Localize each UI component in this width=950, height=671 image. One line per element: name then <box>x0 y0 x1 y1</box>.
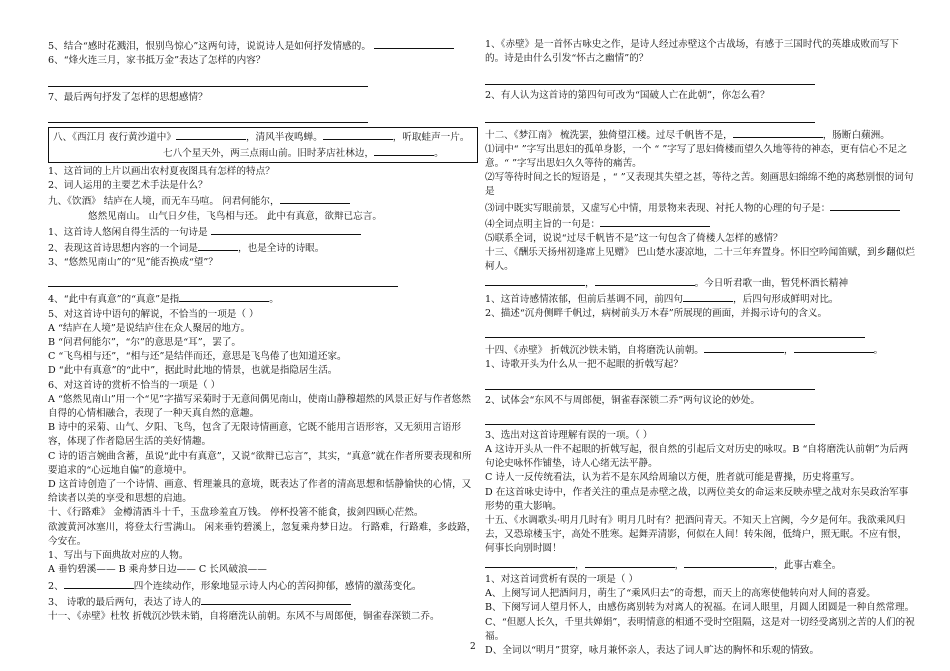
answer-blank[interactable] <box>64 578 134 589</box>
poem-line: 十三、《酬乐天扬州初逢席上见赠》 巴山楚水凄凉地，二十三年弃置身。怀旧空吟闻笛赋，到乡翻似烂柯人。 <box>485 247 915 273</box>
option-d[interactable]: D 这首诗创造了一个诗情、画意、哲理兼具的意境，既表达了作者的清高思想和恬静愉快的心情，又给读者以美的享受和思想的启迪。 <box>48 479 472 505</box>
punctuation: 。 <box>434 147 444 159</box>
option-a[interactable]: A、上阕写词人把酒问月，萌生了“乘风归去”的奇想，而天上的高寒使他转向对人间的喜爱。 <box>485 588 876 600</box>
poem-line: 十五、《水调歌头·明月几时有》明月几时有？把酒问青天。不知天上宫阙，今夕是何年。我欲乘风归去，又恐琼楼玉宇，高处不胜寒。起舞弄清影，何似在人间！转朱阁，低绮户，照无眠。不应有恨，何事长向别时圆！ <box>485 515 908 555</box>
question-text: 3、 诗歌的最后两句，表达了诗人的 <box>48 596 202 608</box>
question-text: 1、这首诗感情浓郁，但前后基调不同，前四句 <box>485 293 683 305</box>
answer-line[interactable] <box>485 329 865 338</box>
answer-blank[interactable] <box>176 129 246 140</box>
option-a[interactable]: A “结庐在人境”是说结庐住在众人聚居的地方。 <box>48 322 251 334</box>
punctuation: ， <box>783 345 794 357</box>
question-text: ，也是全诗的诗眼。 <box>238 243 325 255</box>
question-text: ⑴词中“ ”字写出思妇的孤单身影，一个 “ ”字写了思妇倚楼而望久久地等待的神态，更有信心不足之意。“ ”字写出思妇久久等待的痛苦。 <box>485 143 908 170</box>
left-column <box>48 38 478 624</box>
answer-blank[interactable] <box>733 127 823 138</box>
option-c[interactable]: C “飞鸟相与还”，“相与还”是结伴而还，意思是飞鸟倦了也知道还家。 <box>48 351 347 363</box>
question-text: 1、这首词的上片以画出农村夏夜图具有怎样的特点？ <box>48 166 275 178</box>
question-text: ⑵写等待时间之长的短语是 ，“ ”又表现其失望之甚，等待之苦。刻画思妇绵绵不绝的离愁别恨的词句是 <box>485 172 914 198</box>
answer-blank[interactable] <box>684 557 774 568</box>
question-text: 2、表现这首诗思想内容的一个词是 <box>48 243 199 255</box>
question-text: ⑷全词点明主旨的一句是： <box>485 218 601 230</box>
option-b[interactable]: B “问君何能尔”，“尔”的意思是“耳”，罢了。 <box>48 337 242 349</box>
answer-blank[interactable] <box>600 216 710 227</box>
question-text: 2、试体会“东风不与周郎便，铜雀春深锁二乔”两句议论的妙处。 <box>485 394 760 406</box>
answer-blank[interactable] <box>179 291 269 302</box>
answer-blank[interactable] <box>374 145 434 156</box>
question-text: 5、结合“感时花溅泪，恨别鸟惊心”这两句诗，说说诗人是如何抒发情感的。 <box>48 41 371 52</box>
answer-line[interactable] <box>485 416 815 425</box>
option-d[interactable]: D、全词以“明月”贯穿，咏月兼怀亲人，表达了词人旷达的胸怀和乐观的情致。 <box>485 644 820 656</box>
poem-box <box>48 127 478 163</box>
answer-line[interactable] <box>48 114 368 123</box>
question-text: ⑸联系全词，说说“过尽千帆皆不是”这一句包含了倚楼人怎样的感情？ <box>485 233 783 245</box>
answer-blank[interactable] <box>280 193 350 204</box>
question-number: 2、 <box>48 580 64 592</box>
page-number: 2 <box>470 642 476 652</box>
question-text: 1、这首诗人悠闲自得生活的一句诗是 <box>48 226 208 238</box>
poem-line: ，听取蛙声一片。 <box>392 131 470 143</box>
poem-line: 十四、《赤壁》 折戟沉沙铁未销，自将磨洗认前朝。 <box>485 345 704 357</box>
question-text: 2、描述“沉舟侧畔千帆过，病树前头万木春”所展现的画面，并揭示诗句的含义。 <box>485 308 828 320</box>
answer-line[interactable] <box>48 278 398 287</box>
question-text: 四个连续动作，形象地显示诗人内心的苦闷抑郁，感情的激荡变化。 <box>133 580 422 592</box>
question-text: 2、有人认为这首诗的第四句可改为“国破人亡在此朝”，你怎么看？ <box>485 90 770 102</box>
answer-line[interactable] <box>48 78 368 87</box>
answer-blank[interactable] <box>683 291 733 302</box>
answer-blank[interactable] <box>198 240 238 251</box>
answer-blank[interactable] <box>485 557 575 568</box>
answer-options[interactable]: A 垂钓碧溪—— B 乘舟梦日边—— C 长风破浪—— <box>48 564 267 576</box>
poem-line: 。今日听君歌一曲，暂凭杯酒长精神 <box>694 277 849 289</box>
answer-blank[interactable] <box>595 275 695 286</box>
answer-blank[interactable] <box>704 342 784 353</box>
option-c[interactable]: C 诗的语言婉曲含蓄，虽说“此中有真意”，又说“欲辩已忘言”，其实，“真意”就在作者所要表现和所要追求的“心远地自偏”的意境中。 <box>48 450 472 476</box>
answer-blank[interactable] <box>374 38 454 49</box>
answer-line[interactable] <box>485 76 815 85</box>
question-text: 7、最后两句抒发了怎样的思想感情？ <box>48 92 208 104</box>
option-b[interactable]: B、下阕写词人望月怀人，由感伤离别转为对离人的祝福。在词人眼里，月圆人团圆是一种自然常理。 <box>485 602 915 614</box>
poem-line: 悠然见南山。 山气日夕佳，飞鸟相与还。 此中有真意，欲辩已忘言。 <box>88 210 382 222</box>
answer-blank[interactable] <box>323 129 393 140</box>
poem-line: ，肠断白蘋洲。 <box>822 129 890 141</box>
question-text: ⑶词中既实写眼前景，又虚写心中情，用景物来表现、衬托人物的心理的句子是： <box>485 202 831 214</box>
answer-blank[interactable] <box>830 200 900 211</box>
question-text: 1、诗歌开头为什么从一把不起眼的折戟写起？ <box>485 359 683 371</box>
question-text: ，后四句形成鲜明对比。 <box>732 293 839 305</box>
answer-line[interactable] <box>485 381 815 390</box>
question-text: 3、“悠然见南山”的“见”能否换成“望”？ <box>48 257 218 269</box>
question-text: 4、“此中有真意”的“真意”是指 <box>48 294 180 306</box>
question-text: 2、词人运用的主要艺术手法是什么？ <box>48 180 208 192</box>
option-c[interactable]: C、“但愿人长久，千里共婵娟”，表明情意的相通不受时空阻隔，这是对一切经受离别之苦的人们的祝福。 <box>485 616 915 642</box>
poem-line: 欲渡黄河冰塞川，将登太行雪满山。 闲来垂钓碧溪上，忽复乘舟梦日边。 行路难，行路难，多歧路，今安在。 <box>48 521 477 547</box>
poem-line: 七八个星天外，两三点雨山前。旧时茅店社林边， <box>163 147 375 159</box>
punctuation: ， <box>575 559 585 571</box>
question-text: 1、对这首词赏析有误的一项是（ ） <box>485 573 639 585</box>
question-text: 6、对这首诗的赏析不恰当的一项是（ ） <box>48 379 221 391</box>
option-b[interactable]: B 诗中的采菊、山气、夕阳、飞鸟，包含了无限诗情画意，它既不能用言语形容，又无须用言语形容，体现了作者隐居生活的美好情趣。 <box>48 422 462 448</box>
poem-line: 十一、《赤壁》杜牧 折戟沉沙铁未销，自将磨洗认前朝。东风不与周郎便，铜雀春深锁二乔。 <box>48 610 440 622</box>
question-text: 6、“烽火连三月，家书抵万金”表达了怎样的内容？ <box>48 55 266 67</box>
poem-line: 十二、《梦江南》 梳洗罢，独倚望江楼。过尽千帆皆不是， <box>485 129 733 141</box>
poem-line: 十、《行路难》 金樽清酒斗十千，玉盘珍羞直万钱。 停杯投箸不能食，拔剑四顾心茫然。 <box>48 507 424 519</box>
poem-line: ，此事古难全。 <box>774 559 842 571</box>
option-d[interactable]: D 在这首咏史诗中，作者关注的重点是赤壁之战，以两位美女的命运来反映赤壁之战对东吴政治军事形势的重大影响。 <box>485 486 909 512</box>
poem-title: 八、《西江月 夜行黄沙道中》 <box>53 131 176 143</box>
question-text: 3、选出对这首诗理解有误的一项。（ ） <box>485 429 653 441</box>
answer-blank[interactable] <box>794 342 874 353</box>
answer-blank[interactable] <box>485 275 585 286</box>
answer-blank[interactable] <box>201 594 351 605</box>
punctuation: 。 <box>873 345 884 357</box>
answer-blank[interactable] <box>211 224 361 235</box>
option-a-b[interactable]: A 这诗开头从一件不起眼的折戟写起，很自然的引起后文对历史的咏叹。B “自将磨洗认前朝”为后两句论史咏怀作铺垫，诗人心绪无法平静。 <box>485 444 909 470</box>
option-a[interactable]: A “悠然见南山”用一个“见”字描写采菊时于无意间偶见南山，使南山静穆超然的风景正好与作者悠然自得的心情相融合，表现了一种天真自然的意趣。 <box>48 393 471 420</box>
punctuation: ， <box>674 559 685 571</box>
answer-line[interactable] <box>485 114 815 123</box>
option-d[interactable]: D “此中有真意”的“此中”，据此时此地的情景，也就是指隐居生活。 <box>48 365 338 377</box>
question-text: 1、《赤壁》是一首怀古咏史之作，是诗人经过赤壁这个古战场，有感于三国时代的英雄成败而写下的。诗是由什么引发“怀古之幽情”的？ <box>485 39 899 65</box>
poem-line: ，清风半夜鸣蝉。 <box>245 131 323 143</box>
punctuation: ， <box>585 277 595 289</box>
poem-line: 九、《饮酒》 结庐在人境，而无车马喧。 问君何能尔， <box>48 196 280 208</box>
punctuation: 。 <box>269 294 279 306</box>
question-text: 5、对这首诗中语句的解说，不恰当的一项是（ ） <box>48 308 259 320</box>
option-c[interactable]: C 诗人一反传统看法，认为若不是东风给周瑜以方便，胜者就可能是曹操，历史将重写。 <box>485 472 860 484</box>
answer-blank[interactable] <box>585 557 675 568</box>
question-text: 1、写出与下面典故对应的人物。 <box>48 550 189 562</box>
right-column <box>485 38 915 658</box>
